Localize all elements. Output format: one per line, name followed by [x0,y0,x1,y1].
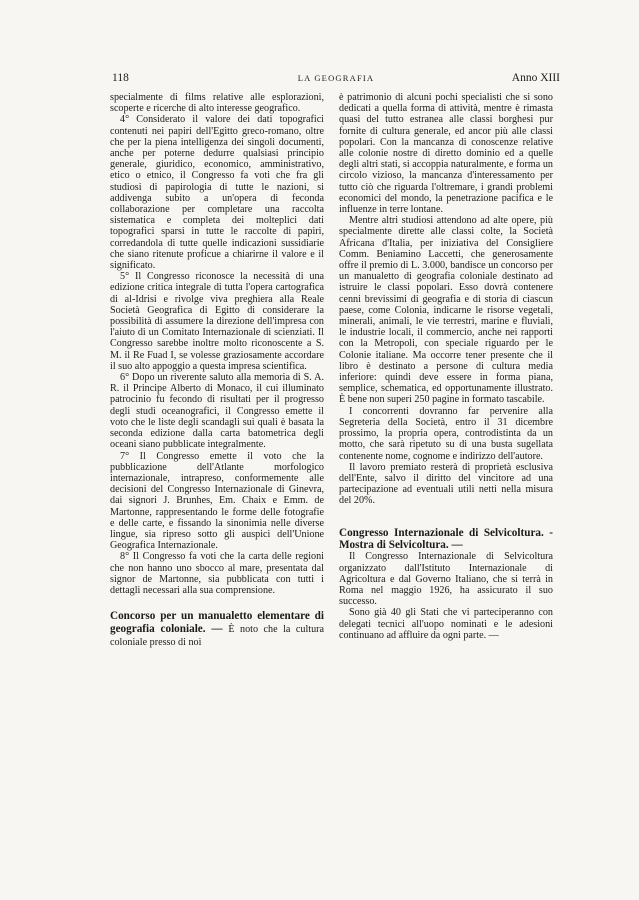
paragraph: Sono già 40 gli Stati che vi parteciperanno con delegati tecnici all'uopo nominati e le adesioni continuano ad affluire da ogni parte. — [339,607,553,641]
left-column [110,92,324,649]
page-number: 118 [112,72,129,84]
paragraph: 8° Il Congresso fa voti che la carta delle regioni che non hanno uno sbocco al mare, presentata dal signor de Martonne, sia pubblicata con tutti i dettagli necessari alla sua comprensione. [110,551,324,596]
paragraph: 4° Considerato il valore dei dati topografici contenuti nei papiri dell'Egitto greco-romano, oltre che per la piena intelligenza dei singoli documenti, anche per poterne dedurre qualsiasi principio generale, giuridico, economico, amministrativo, etico o etnico, il Congresso fa voti che fra gli studiosi di papirologia di tutte le nazioni, si addivenga subito a un'opera di feconda collaborazione per completare una raccolta sistematica e completa dei molteplici dati topografici sparsi in tutte le raccolte di papiri, corredandola di tutte quelle indicazioni sussidiarie che siano ritenute proficue a chiarirne il valore e il significato. [110,114,324,272]
paragraph: Il Congresso Internazionale di Selvicoltura organizzato dall'Istituto Internazionale di Agricoltura e dal Governo Italiano, che si terrà in Roma nel maggio 1926, ha assicurato il suo successo. [339,551,553,608]
section-lead-text: È noto che la cultura coloniale presso di noi [110,623,325,648]
volume-label: Anno XIII [511,72,560,84]
right-column [339,92,553,641]
paragraph: specialmente di films relative alle esplorazioni, scoperte e ricerche di alto interesse geografico. [110,92,324,115]
section-heading-concorso [110,610,324,649]
paragraph: Il lavoro premiato resterà di proprietà esclusiva dell'Ente, salvo il diritto del vincitore ad una partecipazione ad eventuali utili netti nella misura del 20%. [339,461,553,507]
paragraph: Mentre altri studiosi attendono ad alte opere, più specialmente dirette alle classi colte, la Società Africana d'Italia, per iniziativa del Consigliere Comm. Beniamino Laccetti, che generosamente offre il premio di L. 3.000, bandisce un concorso per un manualetto di geografia coloniale destinato ad istruire le classi popolari. Esso dovrà contenere cenni brevissimi di geografia e di storia di ciascun paese, come Colonia, indicarne le risorse vegetali, minerali, animali, le vie terrestri, marine e fluviali, le industrie locali, il commercio, anche nei rapporti con la Metropoli, con speciale riguardo per le Colonie italiane. Ma occorre tener presente che il libro è destinato a persone di cultura media inferiore: quindi deve essere in forma piana, semplice, schematica, ed opportunamente illustrato. È bene non superi 250 pagine in formato tascabile. [339,215,553,406]
section-heading-selvicoltura: Congresso Internazionale di Selvicoltura. - Mostra di Selvicoltura. — [339,526,553,551]
page-header [112,72,560,88]
paragraph: 5° Il Congresso riconosce la necessità di una edizione critica integrale di tutta l'opera cartografica di al-Idrisi e rivolge viva preghiera alla Reale Società Geografica di Egitto di considerare la possibilità di assumere la direzione dell'impresa con l'aiuto di un Comitato Internazionale di scienziati. Il Congresso sarebbe inoltre molto riconoscente a S. M. il Re Fuad I, se volesse graziosamente accordare il suo alto appoggio a questa impresa scientifica. [110,271,324,372]
running-title: LA GEOGRAFIA [297,73,375,83]
paragraph: è patrimonio di alcuni pochi specialisti che si sono dedicati a quella forma di attività, mentre è rimasta quasi del tutto estranea alle classi borghesi pur fornite di cultura generale, ed ancor più alle classi popolari. Con la mancanza di conoscenze relative alle colonie nostre di diretto dominio ed a quelle degli altri stati, si accoppia naturalmente, e forma un circolo vizioso, la mancanza d'interessamento per tutto ciò che riguarda l'oltremare, i grandi problemi economici del mondo, la penetrazione pacifica e le influenze in terre lontane. [339,92,553,216]
paragraph: I concorrenti dovranno far pervenire alla Segreteria della Società, entro il 31 dicembre prossimo, la propria opera, controdistinta da un motto, che sarà ripetuto su di una busta sugellata contenente nome, cognome e indirizzo dell'autore. [339,405,553,462]
section-heading-title: Concorso per un manualetto elementare di geografia coloniale. — [110,610,324,635]
paragraph: 7° Il Congresso emette il voto che la pubblicazione dell'Atlante morfologico internazionale, intrapreso, conformemente alle decisioni del Congresso Internazionale di Ginevra, dai signori J. Brunhes, Em. Chaix e Emm. de Martonne, rappresentando le forme delle fotografie e delle carte, e fissando la sinonimia nelle diverse lingue, sia ripreso sotto gli auspici dell'Unione Geografica Internazionale. [110,450,324,552]
paragraph: 6° Dopo un riverente saluto alla memoria di S. A. R. il Principe Alberto di Monaco, il cui illuminato patrocinio fu fecondo di risultati per il progresso degli studi oceanografici, il Congresso emette il voto che le liste degli scandagli sui quali è basata la seconda edizione dalla carta batometrica degli oceani siano pubblicate integralmente. [110,372,324,451]
